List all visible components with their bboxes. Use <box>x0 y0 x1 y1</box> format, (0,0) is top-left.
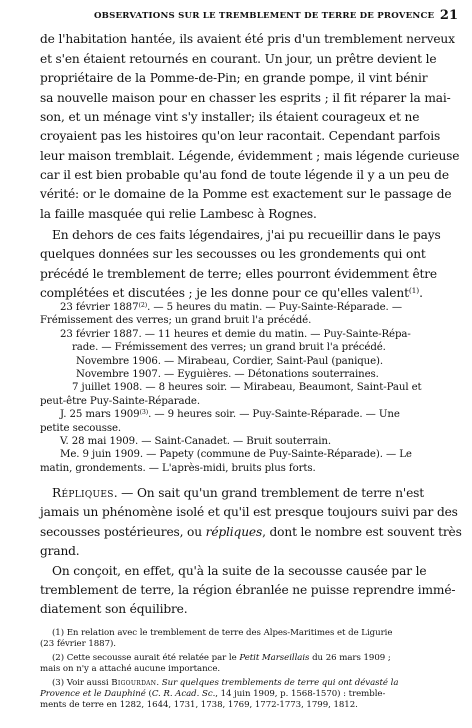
body-line: son, et un ménage vint s'y installer; ils étaient courageux et ne <box>40 110 420 124</box>
body-text-italic: répliques <box>205 525 263 539</box>
footnote-text: (3) Voir aussi <box>52 678 112 688</box>
body-line: grand. <box>40 544 80 558</box>
footnote-ref: (1) <box>408 286 420 296</box>
body-line: diatement son équilibre. <box>40 602 188 616</box>
body-text: , dont le nombre est souvent très <box>262 525 462 539</box>
body-line: leur maison tremblait. Légende, évidemment ; mais légende curieuse <box>40 149 460 163</box>
footnote-line <box>40 639 116 649</box>
observation-line <box>72 382 422 393</box>
footnote-ref: (3) <box>139 409 149 417</box>
body-text: complétées et discutées ; je les donne pour ce qu'elles valent <box>40 286 409 300</box>
running-title: OBSERVATIONS SUR LE TREMBLEMENT DE TERRE DE PROVENCE <box>94 11 435 21</box>
observation-text: . — 5 heures du matin. — Puy-Sainte-Réparade. — <box>147 302 402 313</box>
observation-line <box>60 409 400 420</box>
footnote-text: . <box>156 678 162 688</box>
observation-text: J. 25 mars 1909 <box>60 409 140 421</box>
observation-line <box>76 356 383 367</box>
footnote-text: mais on n'y a attaché aucune importance. <box>40 664 221 674</box>
footnote-text-italic: Petit Marseillais <box>239 653 310 663</box>
section-heading: Répliques <box>52 486 114 500</box>
observation-text: V. 28 mai 1909. — Saint-Canadet. — Bruit souterrain. <box>60 436 331 447</box>
footnote-author: Bigourdan <box>111 678 157 688</box>
body-line <box>52 486 424 500</box>
observation-line <box>40 396 200 407</box>
footnote-text: , 14 juin 1909, p. 1568-1570) : tremble- <box>215 689 386 699</box>
footnote-text-italic: Sur quelques tremblements de terre qui ont dévasté la <box>161 678 399 688</box>
running-head <box>40 8 460 24</box>
observation-text: Me. 9 juin 1909. — Papety (commune de Puy-Sainte-Réparade). — Le <box>60 449 412 461</box>
footnote-text: ments de terre en 1282, 1644, 1731, 1738, 1769, 1772-1773, 1799, 1812. <box>40 700 358 710</box>
observation-text: 7 juillet 1908. — 8 heures soir. — Mirabeau, Beaumont, Saint-Paul et <box>72 382 422 394</box>
observation-text: 23 février 1887 <box>60 302 139 313</box>
observation-text: rade. — Frémissement des verres; un grand bruit l'a précédé. <box>72 342 386 354</box>
observation-line <box>76 369 379 380</box>
body-line: car il est bien probable qu'au fond de toute légende il y a un peu de <box>40 168 449 182</box>
body-line: la faille masquée qui relie Lambesc à Rognes. <box>40 207 317 221</box>
body-line: et s'en étaient retournés en courant. Un jour, un prêtre devient le <box>40 52 437 66</box>
observation-line <box>60 436 331 447</box>
observation-line <box>40 463 316 474</box>
footnote-text: (1) En relation avec le tremblement de terre des Alpes-Maritimes et de Ligurie <box>52 628 393 638</box>
body-text: . — On sait qu'un grand tremblement de terre n'est <box>113 486 425 500</box>
footnote-line <box>52 678 398 688</box>
footnote-ref: (2) <box>138 301 148 309</box>
body-line: propriétaire de la Pomme-de-Pin; en grande pompe, il vint bénir <box>40 71 428 85</box>
body-line: On conçoit, en effet, qu'à la suite de la secousse causée par le <box>52 564 427 578</box>
body-line: sa nouvelle maison pour en chasser les esprits ; il fit réparer la mai- <box>40 91 451 105</box>
footnote-text: (2) Cette secousse aurait été relatée par le <box>52 653 240 663</box>
observation-line <box>72 342 386 353</box>
body-line: quelques données sur les secousses ou les grondements qui ont <box>40 247 426 261</box>
observation-text: peut-être Puy-Sainte-Réparade. <box>40 395 200 407</box>
footnote-line <box>52 628 392 638</box>
footnote-text-italic: C. R. Acad. Sc. <box>151 689 216 699</box>
observation-line <box>60 302 402 313</box>
body-line: tremblement de terre, la région ébranlée ne puisse reprendre immé- <box>40 583 456 597</box>
footnote-text: du 26 mars 1909 ; <box>309 653 391 663</box>
observation-text: Frémissement des verres; un grand bruit l'a précédé. <box>40 315 312 327</box>
observation-line <box>40 423 121 434</box>
footnote-line <box>40 700 358 710</box>
footnote-line <box>40 664 220 674</box>
body-line <box>40 286 423 300</box>
body-line: En dehors de ces faits légendaires, j'ai pu recueillir dans le pays <box>52 228 441 242</box>
observation-line <box>40 315 311 326</box>
body-line: précédé le tremblement de terre; elles pourront évidemment être <box>40 267 437 281</box>
body-line: vérité: or le domaine de la Pomme est exactement sur le passage de <box>40 187 452 201</box>
footnote-line <box>52 653 391 663</box>
footnote-text-italic: Provence et le Dauphiné <box>40 689 146 699</box>
page-number: 21 <box>439 8 458 23</box>
observation-text: petite secousse. <box>40 422 122 434</box>
body-line <box>40 525 462 539</box>
body-line: de l'habitation hantée, ils avaient été pris d'un tremblement nerveux <box>40 32 455 46</box>
body-text: . <box>419 286 423 300</box>
footnote-line <box>40 689 385 699</box>
observation-text: . — 9 heures soir. — Puy-Sainte-Réparade. — Une <box>148 409 400 421</box>
observation-line <box>60 329 411 340</box>
footnote-text: ( <box>145 689 152 699</box>
observation-text: Novembre 1906. — Mirabeau, Cordier, Saint-Paul (panique). <box>76 355 384 367</box>
body-text: secousses postérieures, ou <box>40 525 206 539</box>
observation-text: Novembre 1907. — Eyguières. — Détonations souterraines. <box>76 369 379 380</box>
observation-line <box>60 449 412 460</box>
footnote-text: (23 février 1887). <box>40 639 116 649</box>
body-line: jamais un phénomène isolé et qu'il est presque toujours suivi par des <box>40 505 458 519</box>
observation-text: 23 février 1887. — 11 heures et demie du matin. — Puy-Sainte-Répa- <box>60 328 411 340</box>
observation-text: matin, grondements. — L'après-midi, bruits plus forts. <box>40 462 316 474</box>
body-line: croyaient pas les histoires qu'on leur racontait. Cependant parfois <box>40 129 441 143</box>
